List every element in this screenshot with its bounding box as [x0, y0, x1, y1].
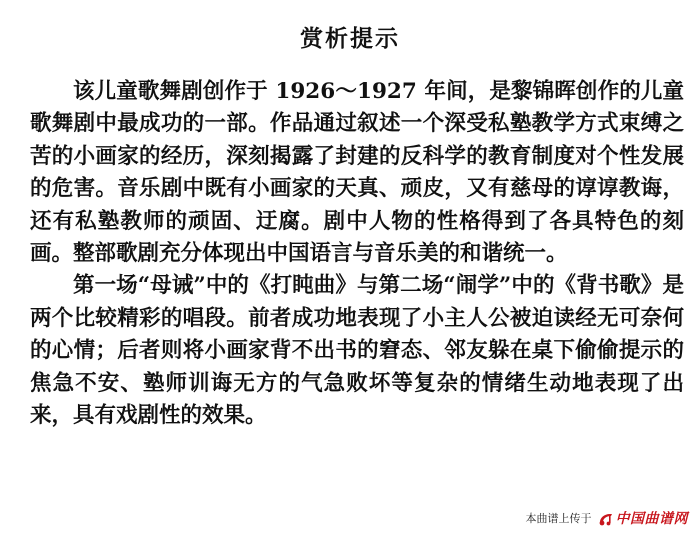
article-body	[30, 76, 684, 432]
page-title: 赏析提示	[300, 26, 400, 53]
site-logo[interactable]	[598, 508, 689, 528]
paragraph-1: 该儿童歌舞剧创作于 1926～1927 年间，是黎锦晖创作的儿童歌舞剧中最成功的一部。作品通过叙述一个深受私塾教学方式束缚之苦的小画家的经历，深刻揭露了封建的反科学的教育制度对个性发展的危害。音乐剧中既有小画家的天真、顽皮，又有慈母的谆谆教诲，还有私塾教师的顽固、迂腐。剧中人物的性格得到了各具特色的刻画。整部歌剧充分体现出中国语言与音乐美的和谐统一。	[30, 79, 684, 267]
upload-note: 本曲谱上传于	[525, 512, 592, 525]
footer-attribution	[526, 508, 689, 528]
paragraph-2: 第一场“母诫”中的《打盹曲》与第二场“闹学”中的《背书歌》是两个比较精彩的唱段。前者成功地表现了小主人公被迫读经无可奈何的心情；后者则将小画家背不出书的窘态、邻友躲在桌下偷偷提示的焦急不安、塾师训诲无方的气急败坏等复杂的情绪生动地表现了出来，具有戏剧性的效果。	[30, 273, 684, 429]
music-note-logo-icon	[598, 511, 614, 525]
site-name: 中国曲谱网	[615, 511, 688, 527]
